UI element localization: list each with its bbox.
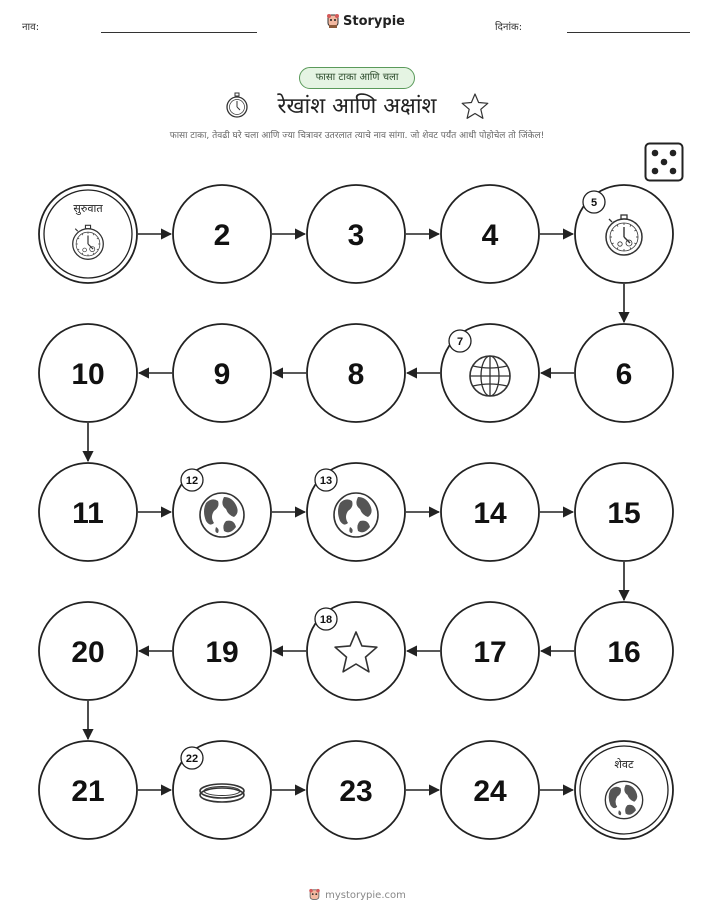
board-space-18 xyxy=(307,602,405,700)
board-space-8 xyxy=(307,324,405,422)
page-title: रेखांश आणि अक्षांश xyxy=(277,94,437,119)
board-space-22 xyxy=(173,741,271,839)
space-number: 19 xyxy=(205,636,239,669)
space-number: 4 xyxy=(481,219,499,252)
space-number: 8 xyxy=(347,358,365,391)
space-number: 18 xyxy=(319,614,333,626)
board-space-9 xyxy=(173,324,271,422)
game-type-badge: फासा टाका आणि चला xyxy=(299,67,415,89)
mascot-icon xyxy=(308,888,321,902)
space-number: 9 xyxy=(213,358,231,391)
space-number: 5 xyxy=(590,197,598,209)
space-number: 6 xyxy=(615,358,633,391)
space-number: 10 xyxy=(71,358,105,391)
board-space-13 xyxy=(307,463,405,561)
board-space-21 xyxy=(39,741,137,839)
earth-icon xyxy=(334,493,378,537)
space-number: 11 xyxy=(72,497,104,530)
board-space-12 xyxy=(173,463,271,561)
space-number: 21 xyxy=(71,775,105,808)
board-space-10 xyxy=(39,324,137,422)
board-space-3 xyxy=(307,185,405,283)
space-number: 3 xyxy=(347,219,365,252)
board-space-14 xyxy=(441,463,539,561)
space-number: 15 xyxy=(607,497,641,530)
board-space-1 xyxy=(39,185,137,283)
finish-label: शेवट xyxy=(614,758,634,771)
start-label: सुरुवात xyxy=(73,202,103,215)
board-space-6 xyxy=(575,324,673,422)
board-space-24 xyxy=(441,741,539,839)
board-space-16 xyxy=(575,602,673,700)
date-label: दिनांक: xyxy=(495,22,523,33)
board-space-17 xyxy=(441,602,539,700)
brand-name: Storypie xyxy=(343,13,405,29)
space-number: 14 xyxy=(473,497,507,530)
board-space-7 xyxy=(441,324,539,422)
globe-grid-icon xyxy=(470,356,510,396)
space-number: 17 xyxy=(473,636,507,669)
footer-url: mystorypie.com xyxy=(325,889,406,901)
space-number: 13 xyxy=(319,475,333,487)
footer xyxy=(0,888,714,902)
board-space-4 xyxy=(441,185,539,283)
space-number: 20 xyxy=(71,636,105,669)
board-space-19 xyxy=(173,602,271,700)
space-number: 2 xyxy=(213,219,231,252)
board-space-25 xyxy=(575,741,673,839)
board-space-2 xyxy=(173,185,271,283)
board-space-23 xyxy=(307,741,405,839)
space-number: 16 xyxy=(607,636,641,669)
board-space-11 xyxy=(39,463,137,561)
name-label: नाव: xyxy=(22,22,40,33)
earth-icon xyxy=(605,781,642,818)
board-space-15 xyxy=(575,463,673,561)
space-number: 23 xyxy=(339,775,373,808)
instructions-text: फासा टाका, तेवढी घरे चला आणि ज्या चित्रावर उतरलात त्याचे नाव सांगा. जो शेवट पर्यंत आधी पोहोचेल तो जिंकेल! xyxy=(169,131,545,141)
earth-icon xyxy=(200,493,244,537)
board-space-20 xyxy=(39,602,137,700)
board-space-5 xyxy=(575,185,673,283)
space-number: 22 xyxy=(185,753,199,765)
space-number: 7 xyxy=(456,336,464,348)
space-number: 12 xyxy=(185,475,199,487)
space-number: 24 xyxy=(473,775,507,808)
